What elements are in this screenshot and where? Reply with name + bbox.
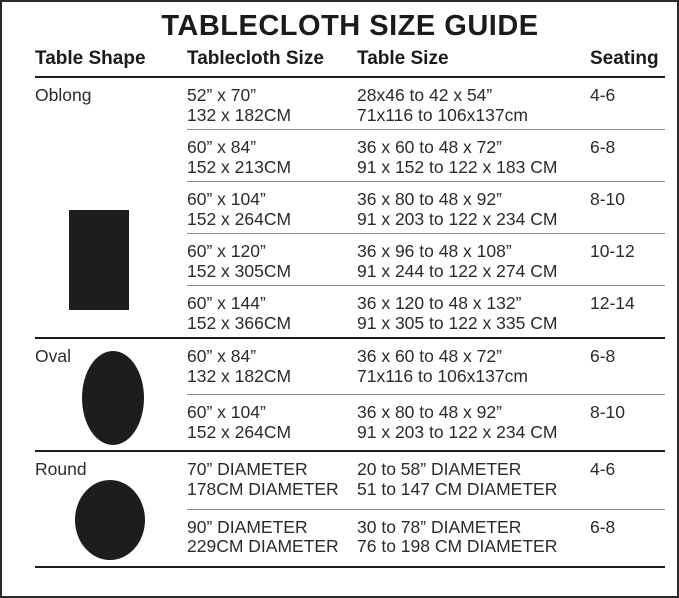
table-size-cell xyxy=(357,242,590,285)
table-size-cell xyxy=(357,294,590,337)
shape-label-round: Round xyxy=(35,459,87,479)
oblong-rectangle-icon xyxy=(69,210,129,310)
seating-cell: 6-8 xyxy=(590,516,616,537)
table-size-cell xyxy=(357,518,590,567)
table-size-inches: 36 x 80 to 48 x 92” xyxy=(357,402,502,422)
table-header-row xyxy=(35,47,665,78)
table-size-inches: 36 x 96 to 48 x 108” xyxy=(357,241,512,261)
seating-cell: 6-8 xyxy=(590,137,616,157)
seating-cell: 8-10 xyxy=(590,402,626,422)
section-rows-oblong xyxy=(187,78,665,337)
page-title: TABLECLOTH SIZE GUIDE xyxy=(161,10,539,42)
seating-cell: 10-12 xyxy=(590,241,635,261)
tablecloth-size-cell xyxy=(187,403,357,450)
shape-cell-round xyxy=(35,452,187,566)
tablecloth-size-inches: 60” x 104” xyxy=(187,402,266,422)
section-rows-oval xyxy=(187,339,665,450)
tablecloth-size-inches: 70” DIAMETER xyxy=(187,459,308,479)
table-size-cm: 91 x 244 to 122 x 274 CM xyxy=(357,260,558,281)
section-oval xyxy=(35,337,665,450)
shape-cell-oval xyxy=(35,339,187,450)
table-size-cm: 91 x 203 to 122 x 234 CM xyxy=(357,421,558,442)
table-size-cm: 51 to 147 CM DIAMETER xyxy=(357,478,558,499)
shape-cell-oblong xyxy=(35,78,187,337)
tablecloth-size-cell xyxy=(187,518,357,567)
tablecloth-size-cm: 178CM DIAMETER xyxy=(187,478,339,499)
tablecloth-size-inches: 60” x 120” xyxy=(187,241,266,261)
column-header-table-size: Table Size xyxy=(357,48,449,69)
table-row xyxy=(187,233,665,285)
seating-cell: 8-10 xyxy=(590,189,626,209)
seating-cell: 4-6 xyxy=(590,459,616,479)
table-row xyxy=(187,452,665,509)
tablecloth-size-cm: 152 x 305CM xyxy=(187,260,292,281)
tablecloth-size-cell xyxy=(187,190,357,233)
table-size-inches: 28x46 to 42 x 54” xyxy=(357,85,493,105)
table-row xyxy=(187,339,665,394)
tablecloth-size-cm: 152 x 213CM xyxy=(187,156,292,177)
column-header-table-shape: Table Shape xyxy=(35,48,146,69)
tablecloth-size-inches: 60” x 84” xyxy=(187,346,257,366)
table-size-inches: 36 x 80 to 48 x 92” xyxy=(357,189,502,209)
tablecloth-size-cell xyxy=(187,347,357,394)
tablecloth-size-cm: 229CM DIAMETER xyxy=(187,536,339,556)
table-size-inches: 36 x 120 to 48 x 132” xyxy=(357,293,522,313)
table-row xyxy=(187,129,665,181)
table-size-cm: 71x116 to 106x137cm xyxy=(357,104,528,125)
shape-label-oval: Oval xyxy=(35,346,71,366)
table-size-cm: 91 x 305 to 122 x 335 CM xyxy=(357,312,558,333)
table-row xyxy=(187,394,665,450)
table-size-inches: 30 to 78” DIAMETER xyxy=(357,516,522,537)
table-size-inches: 20 to 58” DIAMETER xyxy=(357,459,522,479)
seating-cell: 4-6 xyxy=(590,85,616,105)
tablecloth-size-cm: 152 x 366CM xyxy=(187,312,292,333)
column-header-tablecloth-size: Tablecloth Size xyxy=(187,48,324,69)
table-row xyxy=(187,78,665,129)
seating-cell: 12-14 xyxy=(590,293,635,313)
table-size-cell xyxy=(357,190,590,233)
table-size-cell xyxy=(357,460,590,509)
tablecloth-size-cm: 152 x 264CM xyxy=(187,421,292,442)
table-size-inches: 36 x 60 to 48 x 72” xyxy=(357,346,502,366)
tablecloth-size-cm: 132 x 182CM xyxy=(187,104,292,125)
seating-cell: 6-8 xyxy=(590,346,616,366)
table-size-inches: 36 x 60 to 48 x 72” xyxy=(357,137,502,157)
table-size-cell xyxy=(357,86,590,129)
table-size-cm: 71x116 to 106x137cm xyxy=(357,365,528,386)
table-row xyxy=(187,285,665,337)
tablecloth-size-cell xyxy=(187,460,357,509)
round-circle-icon xyxy=(75,480,145,560)
table-row xyxy=(187,181,665,233)
section-rows-round xyxy=(187,452,665,566)
table-size-cm: 91 x 203 to 122 x 234 CM xyxy=(357,208,558,229)
tablecloth-size-cm: 132 x 182CM xyxy=(187,365,292,386)
table-size-cell xyxy=(357,138,590,181)
tablecloth-size-cell xyxy=(187,86,357,129)
tablecloth-size-inches: 90” DIAMETER xyxy=(187,516,308,537)
table-row xyxy=(187,509,665,567)
tablecloth-size-cell xyxy=(187,294,357,337)
table-size-cm: 91 x 152 to 122 x 183 CM xyxy=(357,156,558,177)
tablecloth-size-inches: 60” x 144” xyxy=(187,293,266,313)
tablecloth-size-cm: 152 x 264CM xyxy=(187,208,292,229)
tablecloth-size-inches: 52” x 70” xyxy=(187,85,257,105)
section-oblong xyxy=(35,78,665,337)
tablecloth-size-cell xyxy=(187,138,357,181)
table-size-cm: 76 to 198 CM DIAMETER xyxy=(357,536,558,556)
tablecloth-size-cell xyxy=(187,242,357,285)
shape-label-oblong: Oblong xyxy=(35,85,92,105)
tablecloth-size-inches: 60” x 104” xyxy=(187,189,266,209)
section-round xyxy=(35,450,665,568)
tablecloth-size-inches: 60” x 84” xyxy=(187,137,257,157)
oval-ellipse-icon xyxy=(82,351,144,445)
column-header-seating: Seating xyxy=(590,48,659,69)
table-size-cell xyxy=(357,347,590,394)
table-size-cell xyxy=(357,403,590,450)
